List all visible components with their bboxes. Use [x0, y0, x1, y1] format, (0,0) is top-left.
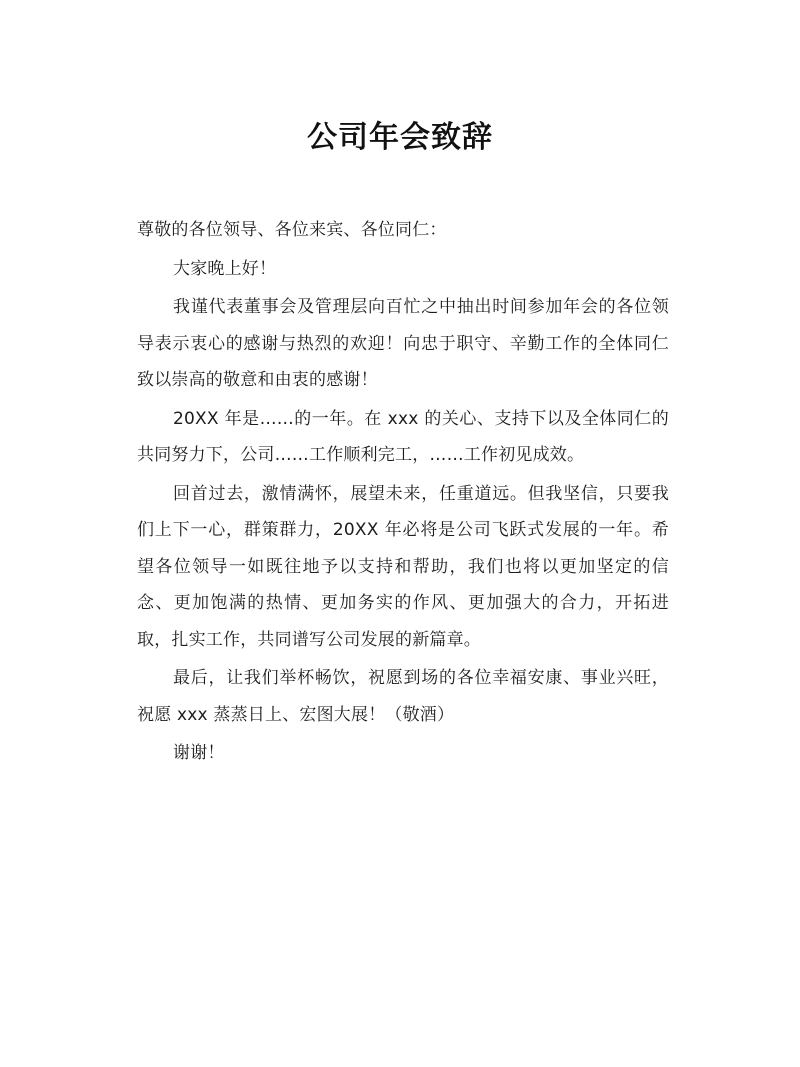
review-paragraph: 20XX 年是……的一年。在 xxx 的关心、支持下以及全体同仁的共同努力下，公司……工作顺利完工，……工作初见成效。	[137, 408, 669, 465]
greeting-paragraph: 大家晚上好！	[173, 258, 277, 279]
salutation: 尊敬的各位领导、各位来宾、各位同仁：	[137, 220, 447, 240]
document-title: 公司年会致辞	[307, 120, 493, 155]
thanks-paragraph: 我谨代表董事会及管理层向百忙之中抽出时间参加年会的各位领导表示衷心的感谢与热烈的欢迎！向忠于职守、辛勤工作的全体同仁致以崇高的敬意和由衷的感谢！	[137, 297, 669, 390]
toast-paragraph: 最后，让我们举杯畅饮，祝愿到场的各位幸福安康、事业兴旺，祝愿 xxx 蒸蒸日上、宏图大展！（敬酒）	[137, 668, 669, 725]
closing-paragraph: 谢谢！	[173, 743, 225, 763]
outlook-paragraph: 回首过去，激情满怀，展望未来，任重道远。但我坚信，只要我们上下一心，群策群力，20XX 年必将是公司飞跃式发展的一年。希望各位领导一如既往地予以支持和帮助，我们也将以更加坚定的信念、更加饱满的热情、更加务实的作风、更加强大的合力，开拓进取，扎实工作，共同谱写公司发展的新篇章。	[137, 483, 669, 650]
document-body	[137, 212, 669, 774]
